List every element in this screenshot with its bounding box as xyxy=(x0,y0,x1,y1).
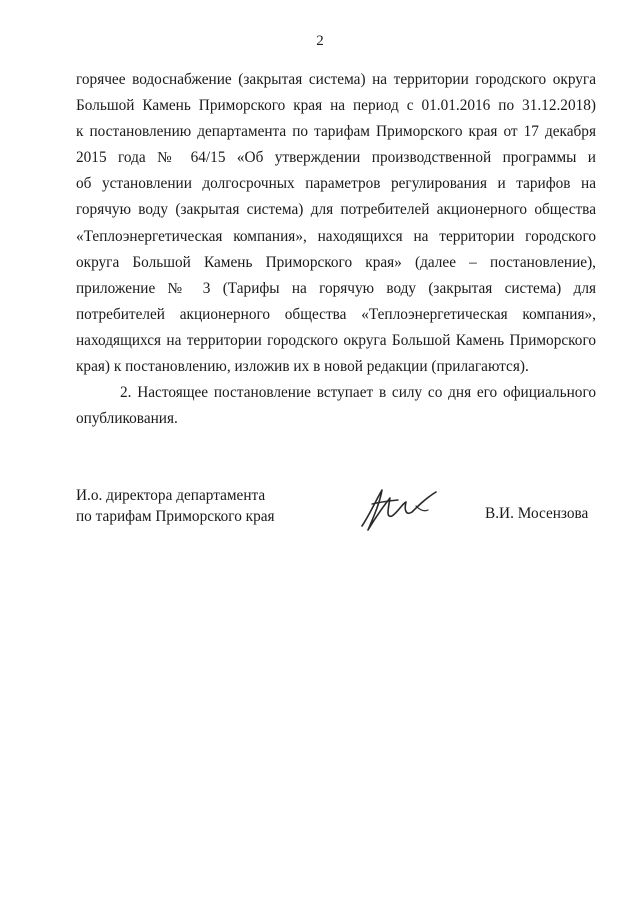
paragraph-1-line: 2015 года № 64/15 «Об утверждении производственной программы и xyxy=(76,149,596,167)
paragraph-1-line: приложение № 3 (Тарифы на горячую воду (закрытая система) для xyxy=(76,279,596,297)
paragraph-1-line: потребителей акционерного общества «Теплоэнергетическая компания», xyxy=(76,305,596,323)
paragraph-1-line: округа Большой Камень Приморского края» (далее – постановление), xyxy=(76,253,596,271)
body-text xyxy=(76,67,596,432)
handwritten-signature xyxy=(356,486,438,534)
paragraph-1-line: находящихся на территории городского округа Большой Камень Приморского xyxy=(76,331,596,349)
signatory-title xyxy=(76,485,275,527)
paragraph-2-line: опубликования. xyxy=(76,410,178,428)
paragraph-1-line: об установлении долгосрочных параметров регулирования и тарифов на xyxy=(76,175,596,193)
paragraph-1-line: горячую воду (закрытая система) для потребителей акционерного общества xyxy=(76,201,596,219)
page-number: 2 xyxy=(316,33,324,49)
signer-name: В.И. Мосензова xyxy=(485,505,589,522)
paragraph-1-line: Большой Камень Приморского края на период с 01.01.2016 по 31.12.2018) xyxy=(76,97,596,115)
paragraph-1-line: края) к постановлению, изложив их в новой редакции (прилагаются). xyxy=(76,358,529,376)
paragraph-1-line: к постановлению департамента по тарифам Приморского края от 17 декабря xyxy=(76,123,596,141)
signatory-title-line-2: по тарифам Приморского края xyxy=(76,508,275,525)
paragraph-2-line: 2. Настоящее постановление вступает в силу со дня его официального xyxy=(120,384,596,402)
signatory-title-line-1: И.о. директора департамента xyxy=(76,487,266,504)
paragraph-1-line: «Теплоэнергетическая компания», находящихся на территории городского xyxy=(76,227,596,245)
paragraph-1-line: горячее водоснабжение (закрытая система) на территории городского округа xyxy=(76,71,596,88)
